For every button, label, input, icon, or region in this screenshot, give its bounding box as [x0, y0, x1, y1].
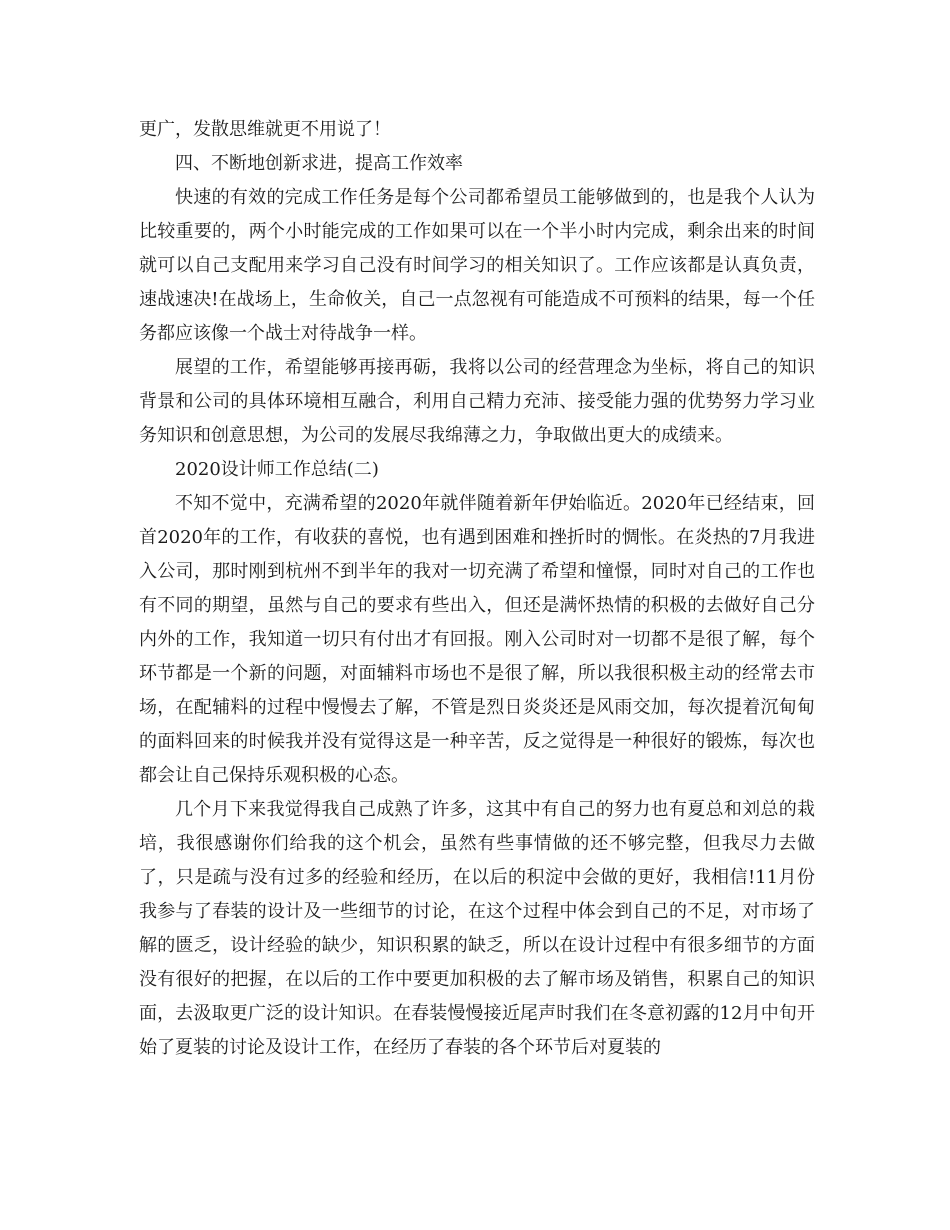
- paragraph-review: 不知不觉中，充满希望的2020年就伴随着新年伊始临近。2020年已经结束，回首2020年的工作，有收获的喜悦，也有遇到困难和挫折时的惆怅。在炎热的7月我进入公司，那时刚到杭州不到半年的我对一切充满了希望和憧憬，同时对自己的工作也有不同的期望，虽然与自己的要求有些出入，但还是满怀热情的积极的去做好自己分内外的工作，我知道一切只有付出才有回报。刚入公司时对一切都不是很了解，每个环节都是一个新的问题，对面辅料市场也不是很了解，所以我很积极主动的经常去市场，在配辅料的过程中慢慢去了解，不管是烈日炎炎还是风雨交加，每次提着沉甸甸的面料回来的时候我并没有觉得这是一种辛苦，反之觉得是一种很好的锻炼，每次也都会让自己保持乐观积极的心态。: [139, 493, 815, 786]
- section-title-summary-two: 2020设计师工作总结(二): [175, 459, 379, 480]
- document-body: [139, 113, 815, 1065]
- paragraph-outlook: 展望的工作，希望能够再接再砺，我将以公司的经营理念为坐标，将自己的知识背景和公司的具体环境相互融合，利用自己精力充沛、接受能力强的优势努力学习业务知识和创意思想，为公司的发展尽我绵薄之力，争取做出更大的成绩来。: [139, 357, 815, 446]
- paragraph-continuation: 更广，发散思维就更不用说了！: [139, 119, 391, 140]
- section-heading-innovation: 四、不断地创新求进，提高工作效率: [175, 153, 463, 174]
- paragraph-growth: 几个月下来我觉得我自己成熟了许多，这其中有自己的努力也有夏总和刘总的栽培，我很感谢你们给我的这个机会，虽然有些事情做的还不够完整，但我尽力去做了，只是疏与没有过多的经验和经历，在以后的积淀中会做的更好，我相信!11月份我参与了春装的设计及一些细节的讨论，在这个过程中体会到自己的不足，对市场了解的匮乏，设计经验的缺少，知识积累的缺乏，所以在设计过程中有很多细节的方面没有很好的把握，在以后的工作中要更加积极的去了解市场及销售，积累自己的知识面，去汲取更广泛的设计知识。在春装慢慢接近尾声时我们在冬意初露的12月中旬开始了夏装的讨论及设计工作，在经历了春装的各个环节后对夏装的: [139, 799, 815, 1058]
- paragraph-efficiency: 快速的有效的完成工作任务是每个公司都希望员工能够做到的，也是我个人认为比较重要的，两个小时能完成的工作如果可以在一个半小时内完成，剩余出来的时间就可以自己支配用来学习自己没有时间学习的相关知识了。工作应该都是认真负责，速战速决!在战场上，生命攸关，自己一点忽视有可能造成不可预料的结果，每一个任务都应该像一个战士对待战争一样。: [139, 187, 815, 344]
